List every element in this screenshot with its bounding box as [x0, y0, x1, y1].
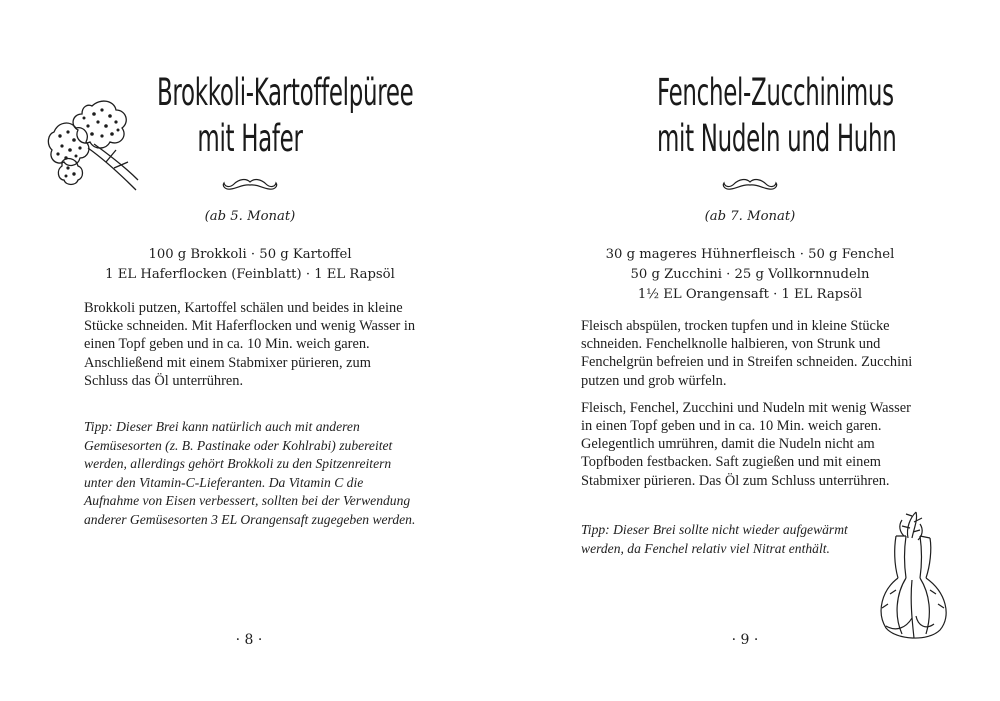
instructions [84, 299, 416, 399]
page-number: · 9 · [731, 632, 759, 648]
recipe-title-line2: mit Nudeln und Huhn [657, 117, 897, 160]
recipe-title [157, 70, 414, 162]
recipe-title [657, 70, 897, 162]
mustache-icon [721, 177, 779, 191]
instructions-paragraph: Brokkoli putzen, Kartoffel schälen und beides in kleine Stücke schneiden. Mit Haferflocken und wenig Wasser in einen Topf geben und in ca. 10 Min. weich garen. Anschließend mit einem Stabmixer pürieren, zum Schluss das Öl unterrühren. [84, 300, 416, 389]
age-recommendation: (ab 7. Monat) [704, 209, 796, 224]
instructions-paragraph: Fleisch, Fenchel, Zucchini und Nudeln mit wenig Wasser in einen Topf geben und in ca. 10 Min. weich garen. Gelegentlich umrühren, damit die Nudeln nicht am Topfboden festbacken. Saft zugießen und mit einem Stabmixer pürieren. Das Öl zum Schluss unterrühren. [581, 399, 911, 489]
ingredients [580, 245, 920, 305]
mustache-icon [221, 177, 279, 191]
ingredients-line: 1½ EL Orangensaft · 1 EL Rapsöl [637, 287, 863, 302]
recipe-title-line1: Fenchel-Zucchinimus [657, 71, 894, 114]
ingredients-line: 30 g mageres Hühnerfleisch · 50 g Fenchel [605, 247, 895, 262]
tip-text: Tipp: Dieser Brei sollte nicht wieder aufgewärmt werden, da Fenchel relativ viel Nitrat enthält. [581, 522, 848, 556]
instructions-paragraph: Fleisch abspülen, trocken tupfen und in kleine Stücke schneiden. Fenchelknolle halbieren, von Strunk und Fenchelgrün befreien und in Streifen schneiden. Zucchini putzen und grob würfeln. [581, 318, 913, 389]
recipe-title-line2: mit Hafer [197, 117, 303, 160]
instructions [581, 317, 914, 499]
ingredients-line: 50 g Zucchini · 25 g Vollkornnudeln [630, 267, 870, 282]
right-page [500, 0, 1000, 701]
fennel-icon [872, 508, 954, 642]
ingredients-line: 100 g Brokkoli · 50 g Kartoffel [148, 247, 352, 262]
page-number: · 8 · [235, 632, 263, 648]
ingredients-line: 1 EL Haferflocken (Feinblatt) · 1 EL Rapsöl [105, 267, 395, 282]
broccoli-icon [44, 96, 142, 194]
tip-text: Tipp: Dieser Brei kann natürlich auch mit anderen Gemüsesorten (z. B. Pastinake oder Kohlrabi) zubereitet werden, allerdings gehört Brokkoli zu den Spitzenreitern unter den Vitamin-C-Lieferanten. Da Vitamin C die Aufnahme von Eisen verbessert, sollten bei der Verwendung anderer Gemüsesorten 3 EL Orangensaft zugegeben werden. [84, 419, 416, 527]
age-recommendation: (ab 5. Monat) [204, 209, 296, 224]
ingredients [90, 245, 410, 285]
recipe-title-line1: Brokkoli-Kartoffelpüree [157, 71, 414, 114]
